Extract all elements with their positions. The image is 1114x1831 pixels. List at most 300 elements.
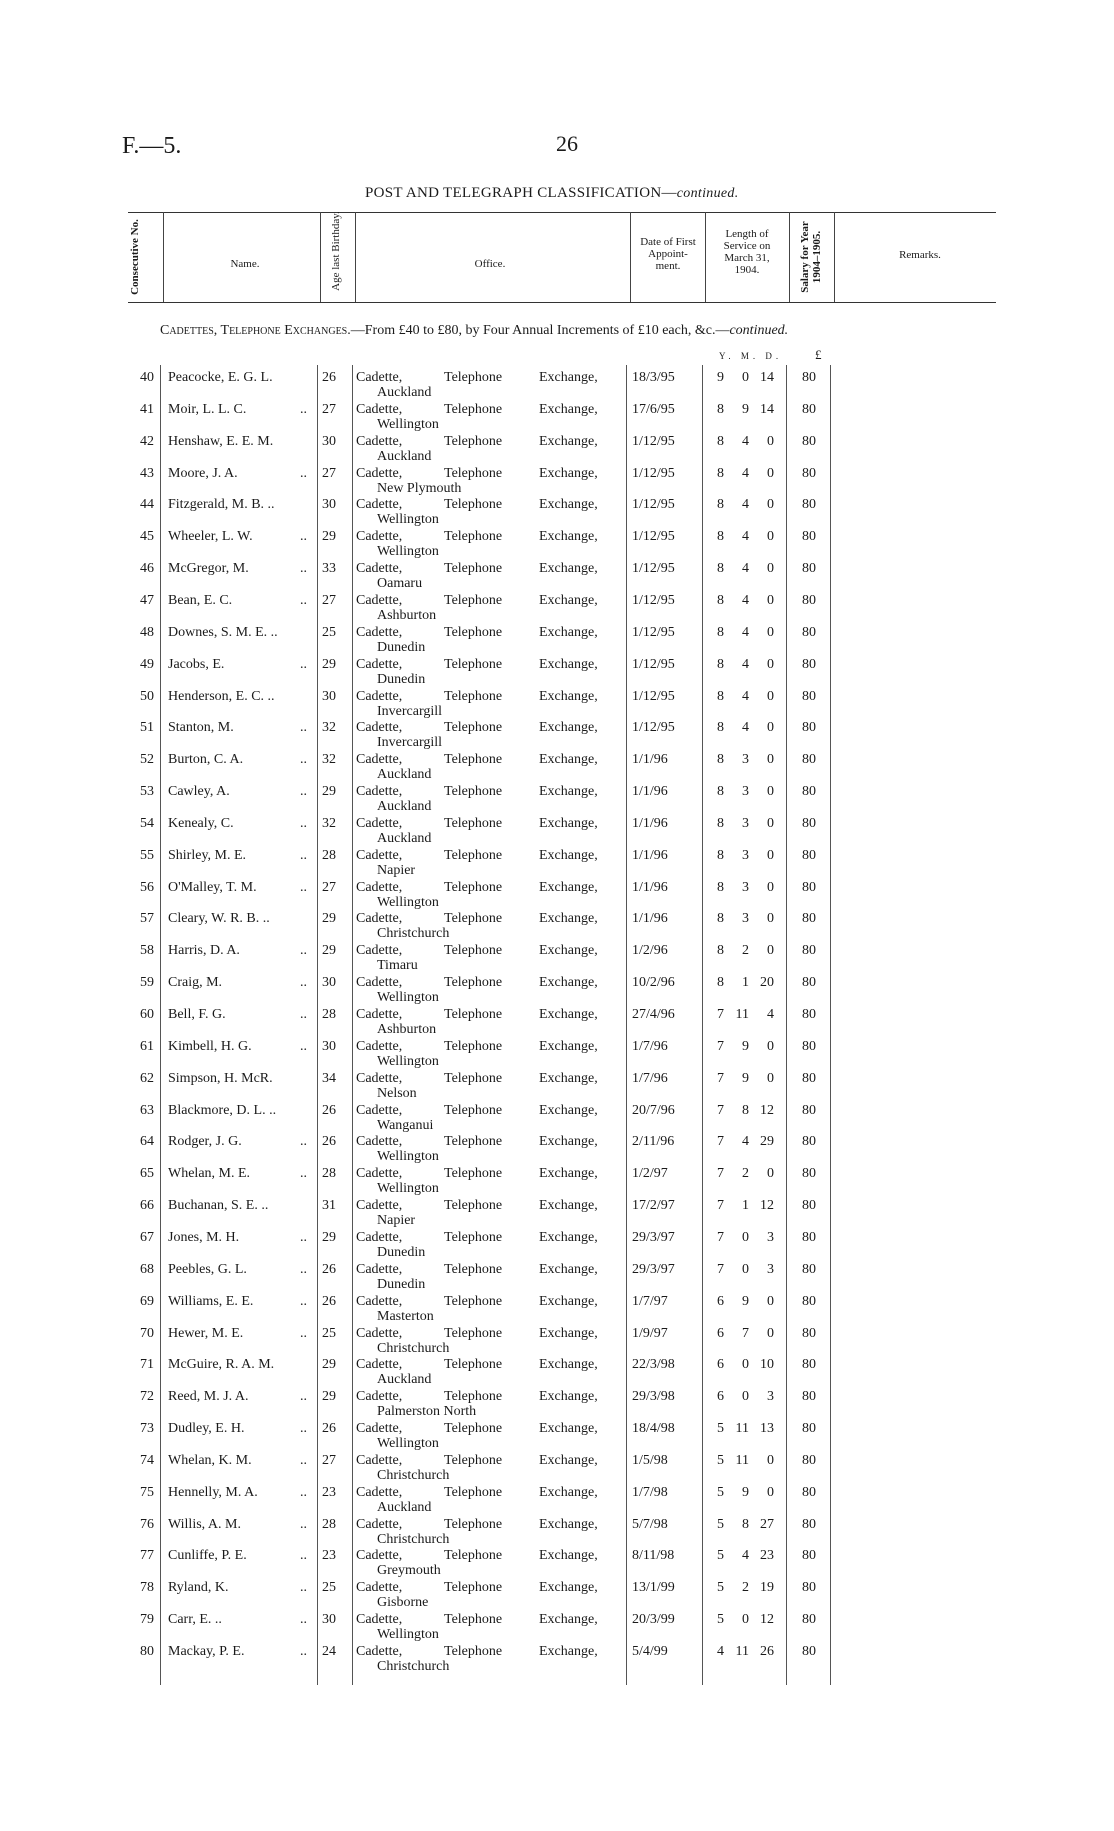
row-number: 48 xyxy=(140,624,154,640)
row-office-place: Wellington xyxy=(377,416,439,432)
row-date: 13/1/99 xyxy=(632,1580,675,1596)
row-office-word2: Telephone xyxy=(444,1612,503,1628)
row-age: 29 xyxy=(322,784,336,800)
row-days: 14 xyxy=(760,401,774,417)
row-days: 0 xyxy=(767,1452,774,1468)
row-office-word3: Exchange, xyxy=(539,1293,598,1309)
row-office-word2: Telephone xyxy=(444,1007,503,1022)
row-leader-dots: .. xyxy=(300,784,307,800)
row-office-word3: Exchange, xyxy=(539,529,598,545)
row-salary: 80 xyxy=(802,1134,816,1150)
table-row xyxy=(0,1387,1114,1419)
row-name: Peacocke, E. G. L. xyxy=(168,370,273,385)
row-age: 25 xyxy=(322,1325,336,1341)
row-number: 50 xyxy=(140,688,154,704)
title-continued: continued. xyxy=(676,186,739,201)
row-salary: 80 xyxy=(802,1421,816,1437)
row-office-word1: Cadette, xyxy=(356,1421,403,1437)
row-office-word3: Exchange, xyxy=(539,688,598,704)
row-office-word3: Exchange, xyxy=(539,1261,598,1277)
row-days: 0 xyxy=(767,1484,774,1500)
row-years: 7 xyxy=(717,1198,724,1214)
row-salary: 80 xyxy=(802,784,816,800)
row-age: 27 xyxy=(322,1452,336,1468)
row-office xyxy=(356,1484,598,1501)
row-office-word3: Exchange, xyxy=(539,465,598,481)
row-office-word1: Cadette, xyxy=(356,1516,403,1532)
row-office-place: Wellington xyxy=(377,1436,439,1452)
row-age: 29 xyxy=(322,1357,336,1373)
row-years: 8 xyxy=(717,847,724,863)
row-days: 0 xyxy=(767,1038,774,1054)
row-office xyxy=(356,1198,598,1214)
row-office-word1: Cadette, xyxy=(356,561,403,577)
table-row xyxy=(0,814,1114,846)
row-age: 34 xyxy=(322,1070,336,1086)
row-number: 66 xyxy=(140,1198,154,1214)
row-name: Fitzgerald, M. B. .. xyxy=(168,497,275,513)
row-office-word2: Telephone xyxy=(444,1229,503,1245)
table-row xyxy=(0,527,1114,559)
row-years: 7 xyxy=(717,1229,724,1245)
row-years: 7 xyxy=(717,1261,724,1277)
row-age: 29 xyxy=(322,1229,336,1245)
row-days: 0 xyxy=(767,497,774,513)
row-office-place: Greymouth xyxy=(377,1563,441,1579)
row-salary: 80 xyxy=(802,911,816,927)
row-office xyxy=(356,370,598,386)
table-row xyxy=(0,1642,1114,1674)
row-number: 76 xyxy=(140,1516,154,1532)
row-number: 62 xyxy=(140,1070,154,1086)
row-salary: 80 xyxy=(802,1325,816,1341)
row-office-place: Wellington xyxy=(377,1149,439,1165)
row-office-word3: Exchange, xyxy=(539,943,598,959)
row-years: 6 xyxy=(717,1293,724,1309)
row-number: 65 xyxy=(140,1166,154,1182)
row-date: 1/12/95 xyxy=(632,688,675,704)
row-months: 2 xyxy=(742,1580,749,1596)
row-months: 0 xyxy=(742,1261,749,1277)
row-years: 5 xyxy=(717,1612,724,1628)
row-number: 58 xyxy=(140,943,154,959)
row-office-word2: Telephone xyxy=(444,1102,503,1118)
row-number: 47 xyxy=(140,592,154,608)
row-years: 8 xyxy=(717,943,724,959)
row-leader-dots: .. xyxy=(300,1038,307,1054)
table-row xyxy=(0,973,1114,1005)
row-years: 8 xyxy=(717,815,724,831)
row-months: 0 xyxy=(742,1357,749,1373)
row-months: 1 xyxy=(742,1198,749,1214)
row-months: 4 xyxy=(742,529,749,545)
row-office-word1: Cadette, xyxy=(356,1134,403,1150)
table-row xyxy=(0,1292,1114,1324)
row-office-word2: Telephone xyxy=(444,1261,503,1277)
row-office xyxy=(356,911,598,927)
row-months: 4 xyxy=(742,656,749,672)
row-date: 1/12/95 xyxy=(632,497,675,513)
row-office-place: Auckland xyxy=(377,799,432,815)
row-years: 7 xyxy=(717,1134,724,1150)
row-name: Downes, S. M. E. .. xyxy=(168,624,278,640)
row-name: Peebles, G. L. xyxy=(168,1261,247,1277)
row-office xyxy=(356,752,598,768)
table-row xyxy=(0,655,1114,687)
row-days: 0 xyxy=(767,943,774,959)
row-age: 28 xyxy=(322,847,336,863)
row-office-place: Napier xyxy=(377,862,416,878)
row-salary: 80 xyxy=(802,1516,816,1532)
row-office-place: Wellington xyxy=(377,1627,439,1643)
row-office-word1: Cadette, xyxy=(356,752,403,768)
row-office-word3: Exchange, xyxy=(539,1166,598,1182)
row-office-word1: Cadette, xyxy=(356,975,403,991)
row-name: Henshaw, E. E. M. xyxy=(168,433,274,449)
row-office xyxy=(356,1007,598,1023)
row-name: Rodger, J. G. xyxy=(168,1134,242,1150)
row-months: 4 xyxy=(742,624,749,640)
row-name: O'Malley, T. M. xyxy=(168,879,257,895)
row-months: 2 xyxy=(742,1166,749,1182)
row-name: Burton, C. A. xyxy=(168,752,244,768)
row-salary: 80 xyxy=(802,401,816,417)
row-office-word1: Cadette, xyxy=(356,1389,403,1405)
row-office-word1: Cadette, xyxy=(356,1357,403,1373)
row-office-word1: Cadette, xyxy=(356,1484,403,1500)
row-office-word2: Telephone xyxy=(444,1134,503,1150)
row-office-place: Wellington xyxy=(377,512,439,528)
row-office-place: Wellington xyxy=(377,1053,439,1069)
row-office-word2: Telephone xyxy=(444,1389,503,1405)
row-office-word3: Exchange, xyxy=(539,1516,598,1532)
section-heading-title: Cadettes, Telephone Exchanges. xyxy=(160,323,351,338)
row-office xyxy=(356,784,598,800)
ymd-label: Y. M. D. xyxy=(719,351,783,361)
row-leader-dots: .. xyxy=(300,1389,307,1405)
row-days: 19 xyxy=(760,1580,774,1596)
row-number: 40 xyxy=(140,370,154,385)
row-date: 1/1/96 xyxy=(632,784,668,800)
row-years: 8 xyxy=(717,465,724,481)
row-days: 0 xyxy=(767,784,774,800)
row-days: 0 xyxy=(767,624,774,640)
row-name: McGregor, M. xyxy=(168,561,249,577)
row-leader-dots: .. xyxy=(300,1421,307,1437)
row-office-word1: Cadette, xyxy=(356,1007,403,1022)
row-salary: 80 xyxy=(802,879,816,895)
row-age: 29 xyxy=(322,656,336,672)
row-leader-dots: .. xyxy=(300,1452,307,1468)
row-date: 1/1/96 xyxy=(632,752,668,768)
row-office-word2: Telephone xyxy=(444,592,503,608)
row-days: 26 xyxy=(760,1644,774,1659)
row-years: 5 xyxy=(717,1421,724,1437)
row-office-word3: Exchange, xyxy=(539,752,598,768)
row-office-word3: Exchange, xyxy=(539,592,598,608)
row-office-word3: Exchange, xyxy=(539,561,598,577)
row-days: 0 xyxy=(767,720,774,736)
row-office-word3: Exchange, xyxy=(539,656,598,672)
row-number: 53 xyxy=(140,784,154,800)
row-months: 9 xyxy=(742,1293,749,1309)
table-row xyxy=(0,495,1114,527)
row-months: 4 xyxy=(742,1134,749,1150)
row-office-word2: Telephone xyxy=(444,1070,503,1086)
row-number: 75 xyxy=(140,1484,154,1500)
row-salary: 80 xyxy=(802,1357,816,1373)
row-date: 29/3/97 xyxy=(632,1229,675,1245)
table-row xyxy=(0,1451,1114,1483)
row-date: 1/5/98 xyxy=(632,1452,668,1468)
row-years: 6 xyxy=(717,1325,724,1341)
row-office-word3: Exchange, xyxy=(539,624,598,640)
row-office xyxy=(356,1644,598,1660)
row-office-place: Christchurch xyxy=(377,1340,450,1356)
row-office xyxy=(356,1452,598,1469)
row-office xyxy=(356,433,598,450)
row-number: 56 xyxy=(140,879,154,895)
row-leader-dots: .. xyxy=(300,1612,307,1628)
row-office xyxy=(356,1548,598,1564)
row-name: Shirley, M. E. xyxy=(168,847,247,863)
row-age: 32 xyxy=(322,720,336,736)
row-office-word1: Cadette, xyxy=(356,465,403,481)
row-office-word2: Telephone xyxy=(444,1293,503,1309)
row-age: 27 xyxy=(322,592,336,608)
row-years: 5 xyxy=(717,1484,724,1500)
row-office-word1: Cadette, xyxy=(356,1325,403,1341)
row-leader-dots: .. xyxy=(300,1325,307,1341)
row-months: 4 xyxy=(742,1548,749,1564)
header-age: Age last Birthday. xyxy=(330,211,342,291)
row-years: 8 xyxy=(717,720,724,736)
row-office-word1: Cadette, xyxy=(356,1070,403,1086)
row-days: 0 xyxy=(767,465,774,481)
row-office xyxy=(356,1102,598,1119)
row-office-word2: Telephone xyxy=(444,561,503,577)
row-office-word2: Telephone xyxy=(444,1325,503,1341)
row-days: 10 xyxy=(760,1357,774,1373)
row-age: 27 xyxy=(322,879,336,895)
row-office-word2: Telephone xyxy=(444,879,503,895)
row-days: 0 xyxy=(767,1070,774,1086)
row-office xyxy=(356,1612,598,1628)
row-office-place: Ashburton xyxy=(377,607,437,623)
row-office-word2: Telephone xyxy=(444,370,503,385)
row-date: 1/1/96 xyxy=(632,847,668,863)
row-date: 1/12/95 xyxy=(632,656,675,672)
row-office xyxy=(356,1166,598,1182)
row-name: Ryland, K. xyxy=(168,1580,229,1596)
row-months: 3 xyxy=(742,911,749,927)
row-leader-dots: .. xyxy=(300,561,307,577)
row-years: 8 xyxy=(717,433,724,449)
row-date: 1/1/96 xyxy=(632,815,668,831)
row-leader-dots: .. xyxy=(300,975,307,991)
row-age: 23 xyxy=(322,1484,336,1500)
row-office-word1: Cadette, xyxy=(356,1548,403,1564)
table-row xyxy=(0,1228,1114,1260)
row-date: 17/2/97 xyxy=(632,1198,675,1214)
row-months: 0 xyxy=(742,1389,749,1405)
row-office-place: Timaru xyxy=(377,958,418,974)
row-months: 4 xyxy=(742,465,749,481)
row-office-place: Palmerston North xyxy=(377,1404,477,1420)
row-office-place: Dunedin xyxy=(377,639,426,655)
row-salary: 80 xyxy=(802,1293,816,1309)
row-salary: 80 xyxy=(802,1612,816,1628)
row-office xyxy=(356,688,598,705)
row-years: 6 xyxy=(717,1357,724,1373)
row-office xyxy=(356,1038,598,1055)
row-years: 8 xyxy=(717,911,724,927)
row-name: Jones, M. H. xyxy=(168,1229,240,1245)
row-months: 11 xyxy=(735,1452,749,1468)
row-office-word2: Telephone xyxy=(444,752,503,768)
row-office-word3: Exchange, xyxy=(539,1484,598,1500)
row-salary: 80 xyxy=(802,561,816,577)
row-salary: 80 xyxy=(802,1261,816,1277)
row-date: 18/4/98 xyxy=(632,1421,675,1437)
table-row xyxy=(0,1578,1114,1610)
row-office-place: New Plymouth xyxy=(377,480,462,496)
row-office-word2: Telephone xyxy=(444,815,503,831)
row-age: 30 xyxy=(322,1612,336,1628)
row-name: Wheeler, L. W. xyxy=(168,529,253,545)
row-office-word1: Cadette, xyxy=(356,1102,403,1118)
table-row xyxy=(0,400,1114,432)
row-date: 1/12/95 xyxy=(632,561,675,577)
table-row xyxy=(0,591,1114,623)
row-office-word2: Telephone xyxy=(444,1452,503,1468)
header-remarks: Remarks. xyxy=(899,249,941,261)
row-office-word1: Cadette, xyxy=(356,784,403,800)
row-office-word3: Exchange, xyxy=(539,1452,598,1468)
row-days: 0 xyxy=(767,752,774,768)
row-months: 4 xyxy=(742,592,749,608)
row-age: 30 xyxy=(322,497,336,513)
row-number: 41 xyxy=(140,401,154,417)
row-date: 1/7/96 xyxy=(632,1038,668,1054)
row-office xyxy=(356,720,598,736)
row-office-place: Oamaru xyxy=(377,576,423,592)
row-office xyxy=(356,1580,598,1596)
row-office-word2: Telephone xyxy=(444,1516,503,1532)
row-office-word3: Exchange, xyxy=(539,847,598,863)
row-months: 3 xyxy=(742,752,749,768)
row-office-word1: Cadette, xyxy=(356,720,403,736)
table-row xyxy=(0,1483,1114,1515)
row-years: 8 xyxy=(717,656,724,672)
row-office-word1: Cadette, xyxy=(356,497,403,513)
row-leader-dots: .. xyxy=(300,1293,307,1309)
row-days: 3 xyxy=(767,1229,774,1245)
row-salary: 80 xyxy=(802,688,816,704)
table-row xyxy=(0,464,1114,496)
row-office-word3: Exchange, xyxy=(539,1134,598,1150)
row-date: 1/7/97 xyxy=(632,1293,668,1309)
row-office xyxy=(356,1389,598,1405)
row-number: 44 xyxy=(140,497,154,513)
row-days: 0 xyxy=(767,847,774,863)
row-leader-dots: .. xyxy=(300,1516,307,1532)
row-salary: 80 xyxy=(802,1484,816,1500)
row-office xyxy=(356,465,598,482)
row-number: 73 xyxy=(140,1421,154,1437)
table-row xyxy=(0,1515,1114,1547)
table-row xyxy=(0,782,1114,814)
page-number: 26 xyxy=(556,131,578,156)
row-office-word3: Exchange, xyxy=(539,1421,598,1437)
row-office-word2: Telephone xyxy=(444,847,503,863)
table-row xyxy=(0,368,1114,400)
row-date: 1/12/95 xyxy=(632,592,675,608)
row-office-word2: Telephone xyxy=(444,720,503,736)
row-office-word3: Exchange, xyxy=(539,1325,598,1341)
row-months: 3 xyxy=(742,784,749,800)
section-heading xyxy=(160,323,788,339)
row-office-word1: Cadette, xyxy=(356,370,403,385)
row-number: 42 xyxy=(140,433,154,449)
row-age: 26 xyxy=(322,370,336,385)
table-row xyxy=(0,718,1114,750)
row-office-place: Dunedin xyxy=(377,671,426,687)
row-office xyxy=(356,624,598,641)
row-years: 7 xyxy=(717,1038,724,1054)
row-number: 43 xyxy=(140,465,154,481)
row-days: 14 xyxy=(760,370,774,385)
row-age: 26 xyxy=(322,1261,336,1277)
row-number: 49 xyxy=(140,656,154,672)
row-name: Craig, M. xyxy=(168,975,223,991)
row-office-word3: Exchange, xyxy=(539,720,598,736)
row-leader-dots: .. xyxy=(300,1007,307,1022)
row-office-word2: Telephone xyxy=(444,1484,503,1500)
row-date: 10/2/96 xyxy=(632,975,675,991)
row-age: 23 xyxy=(322,1548,336,1564)
row-name: McGuire, R. A. M. xyxy=(168,1357,275,1373)
table-row xyxy=(0,1419,1114,1451)
row-months: 3 xyxy=(742,879,749,895)
row-date: 1/12/95 xyxy=(632,720,675,736)
row-leader-dots: .. xyxy=(300,847,307,863)
row-office-word2: Telephone xyxy=(444,497,503,513)
row-months: 9 xyxy=(742,1038,749,1054)
row-salary: 80 xyxy=(802,592,816,608)
row-age: 31 xyxy=(322,1198,336,1214)
table-row xyxy=(0,1260,1114,1292)
row-date: 22/3/98 xyxy=(632,1357,675,1373)
row-date: 20/7/96 xyxy=(632,1102,675,1118)
header-salary: Salary for Year 1904–1905. xyxy=(799,221,823,293)
row-age: 32 xyxy=(322,815,336,831)
section-heading-rest: —From £40 to £80, by Four Annual Increments of £10 each, &c.— xyxy=(350,323,730,338)
page-title xyxy=(365,185,739,202)
row-days: 23 xyxy=(760,1548,774,1564)
row-name: Hewer, M. E. xyxy=(168,1325,244,1341)
row-months: 3 xyxy=(742,847,749,863)
row-office-word2: Telephone xyxy=(444,1357,503,1373)
row-salary: 80 xyxy=(802,1198,816,1214)
row-office-word1: Cadette, xyxy=(356,529,403,545)
row-salary: 80 xyxy=(802,529,816,545)
row-leader-dots: .. xyxy=(300,720,307,736)
row-date: 27/4/96 xyxy=(632,1007,675,1022)
table-row xyxy=(0,878,1114,910)
row-age: 27 xyxy=(322,465,336,481)
row-years: 7 xyxy=(717,1102,724,1118)
